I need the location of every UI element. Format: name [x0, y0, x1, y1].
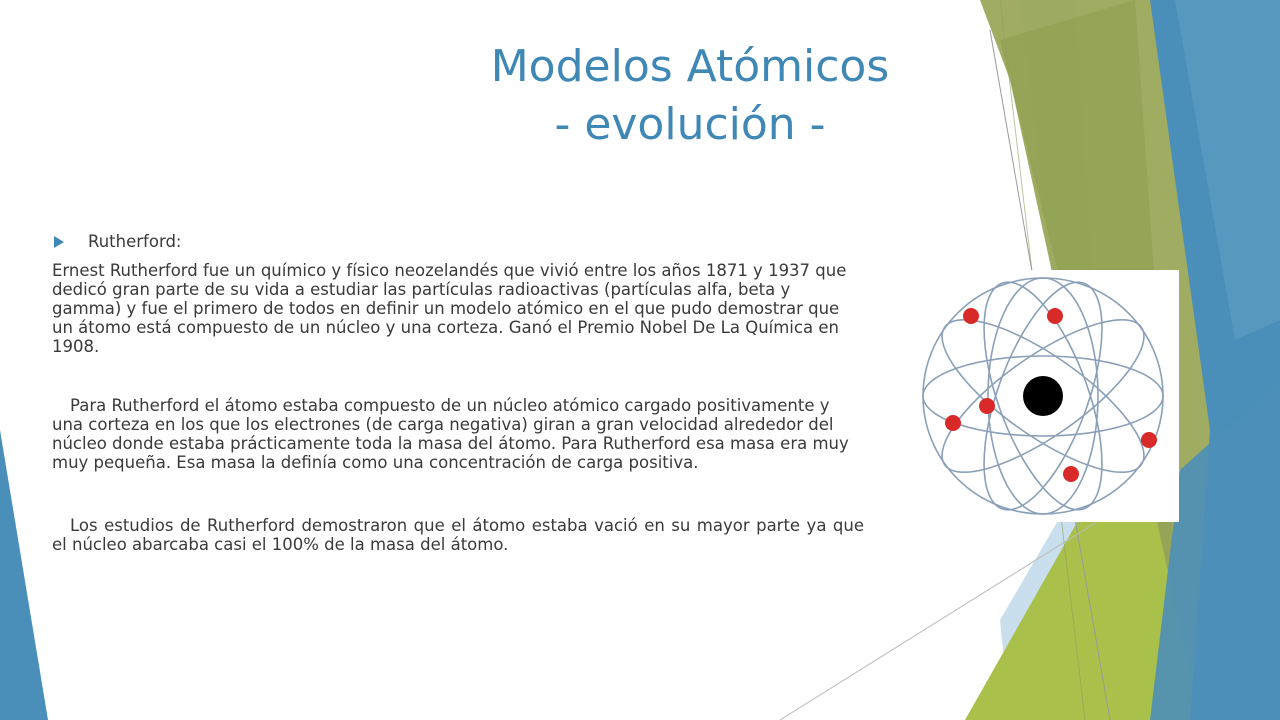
- title-line-1: Modelos Atómicos: [490, 41, 890, 92]
- electron: [963, 308, 979, 324]
- atom-model-image: [913, 270, 1179, 522]
- atom-model-icon: [913, 270, 1179, 522]
- title-line-2: - evolución -: [554, 99, 826, 150]
- paragraph-intro: Ernest Rutherford fue un químico y físico neozelandés que vivió entre los años 1871 y 1937 que dedicó gran parte de su vida a estudiar las partículas radioactivas (partículas alfa, beta y gamma) y fue el primero de todos en definir un modelo atómico en el que pudo demostrar que un átomo está compuesto de un núcleo y una corteza. Ganó el Premio Nobel De La Química en 1908.: [52, 261, 847, 356]
- electron: [1141, 432, 1157, 448]
- bullet-label: Rutherford:: [88, 232, 182, 251]
- electron: [1047, 308, 1063, 324]
- nucleus: [1023, 376, 1063, 416]
- bullet-item: [52, 232, 864, 251]
- paragraph-conclusion: Los estudios de Rutherford demostraron que el átomo estaba vació en su mayor parte ya que el núcleo abarcaba casi el 100% de la masa del átomo.: [52, 516, 864, 554]
- paragraph-model: Para Rutherford el átomo estaba compuesto de un núcleo atómico cargado positivamente y una corteza en los que los electrones (de carga negativa) giran a gran velocidad alrededor del núcleo donde estaba prácticamente toda la masa del átomo. Para Rutherford esa masa era muy muy pequeña. Esa masa la definía como una concentración de carga positiva.: [52, 396, 849, 472]
- electron: [979, 398, 995, 414]
- slide-title: [300, 38, 1080, 154]
- electron: [1063, 466, 1079, 482]
- triangle-right-icon: [54, 236, 64, 248]
- slide-body: [52, 232, 864, 554]
- electron: [945, 415, 961, 431]
